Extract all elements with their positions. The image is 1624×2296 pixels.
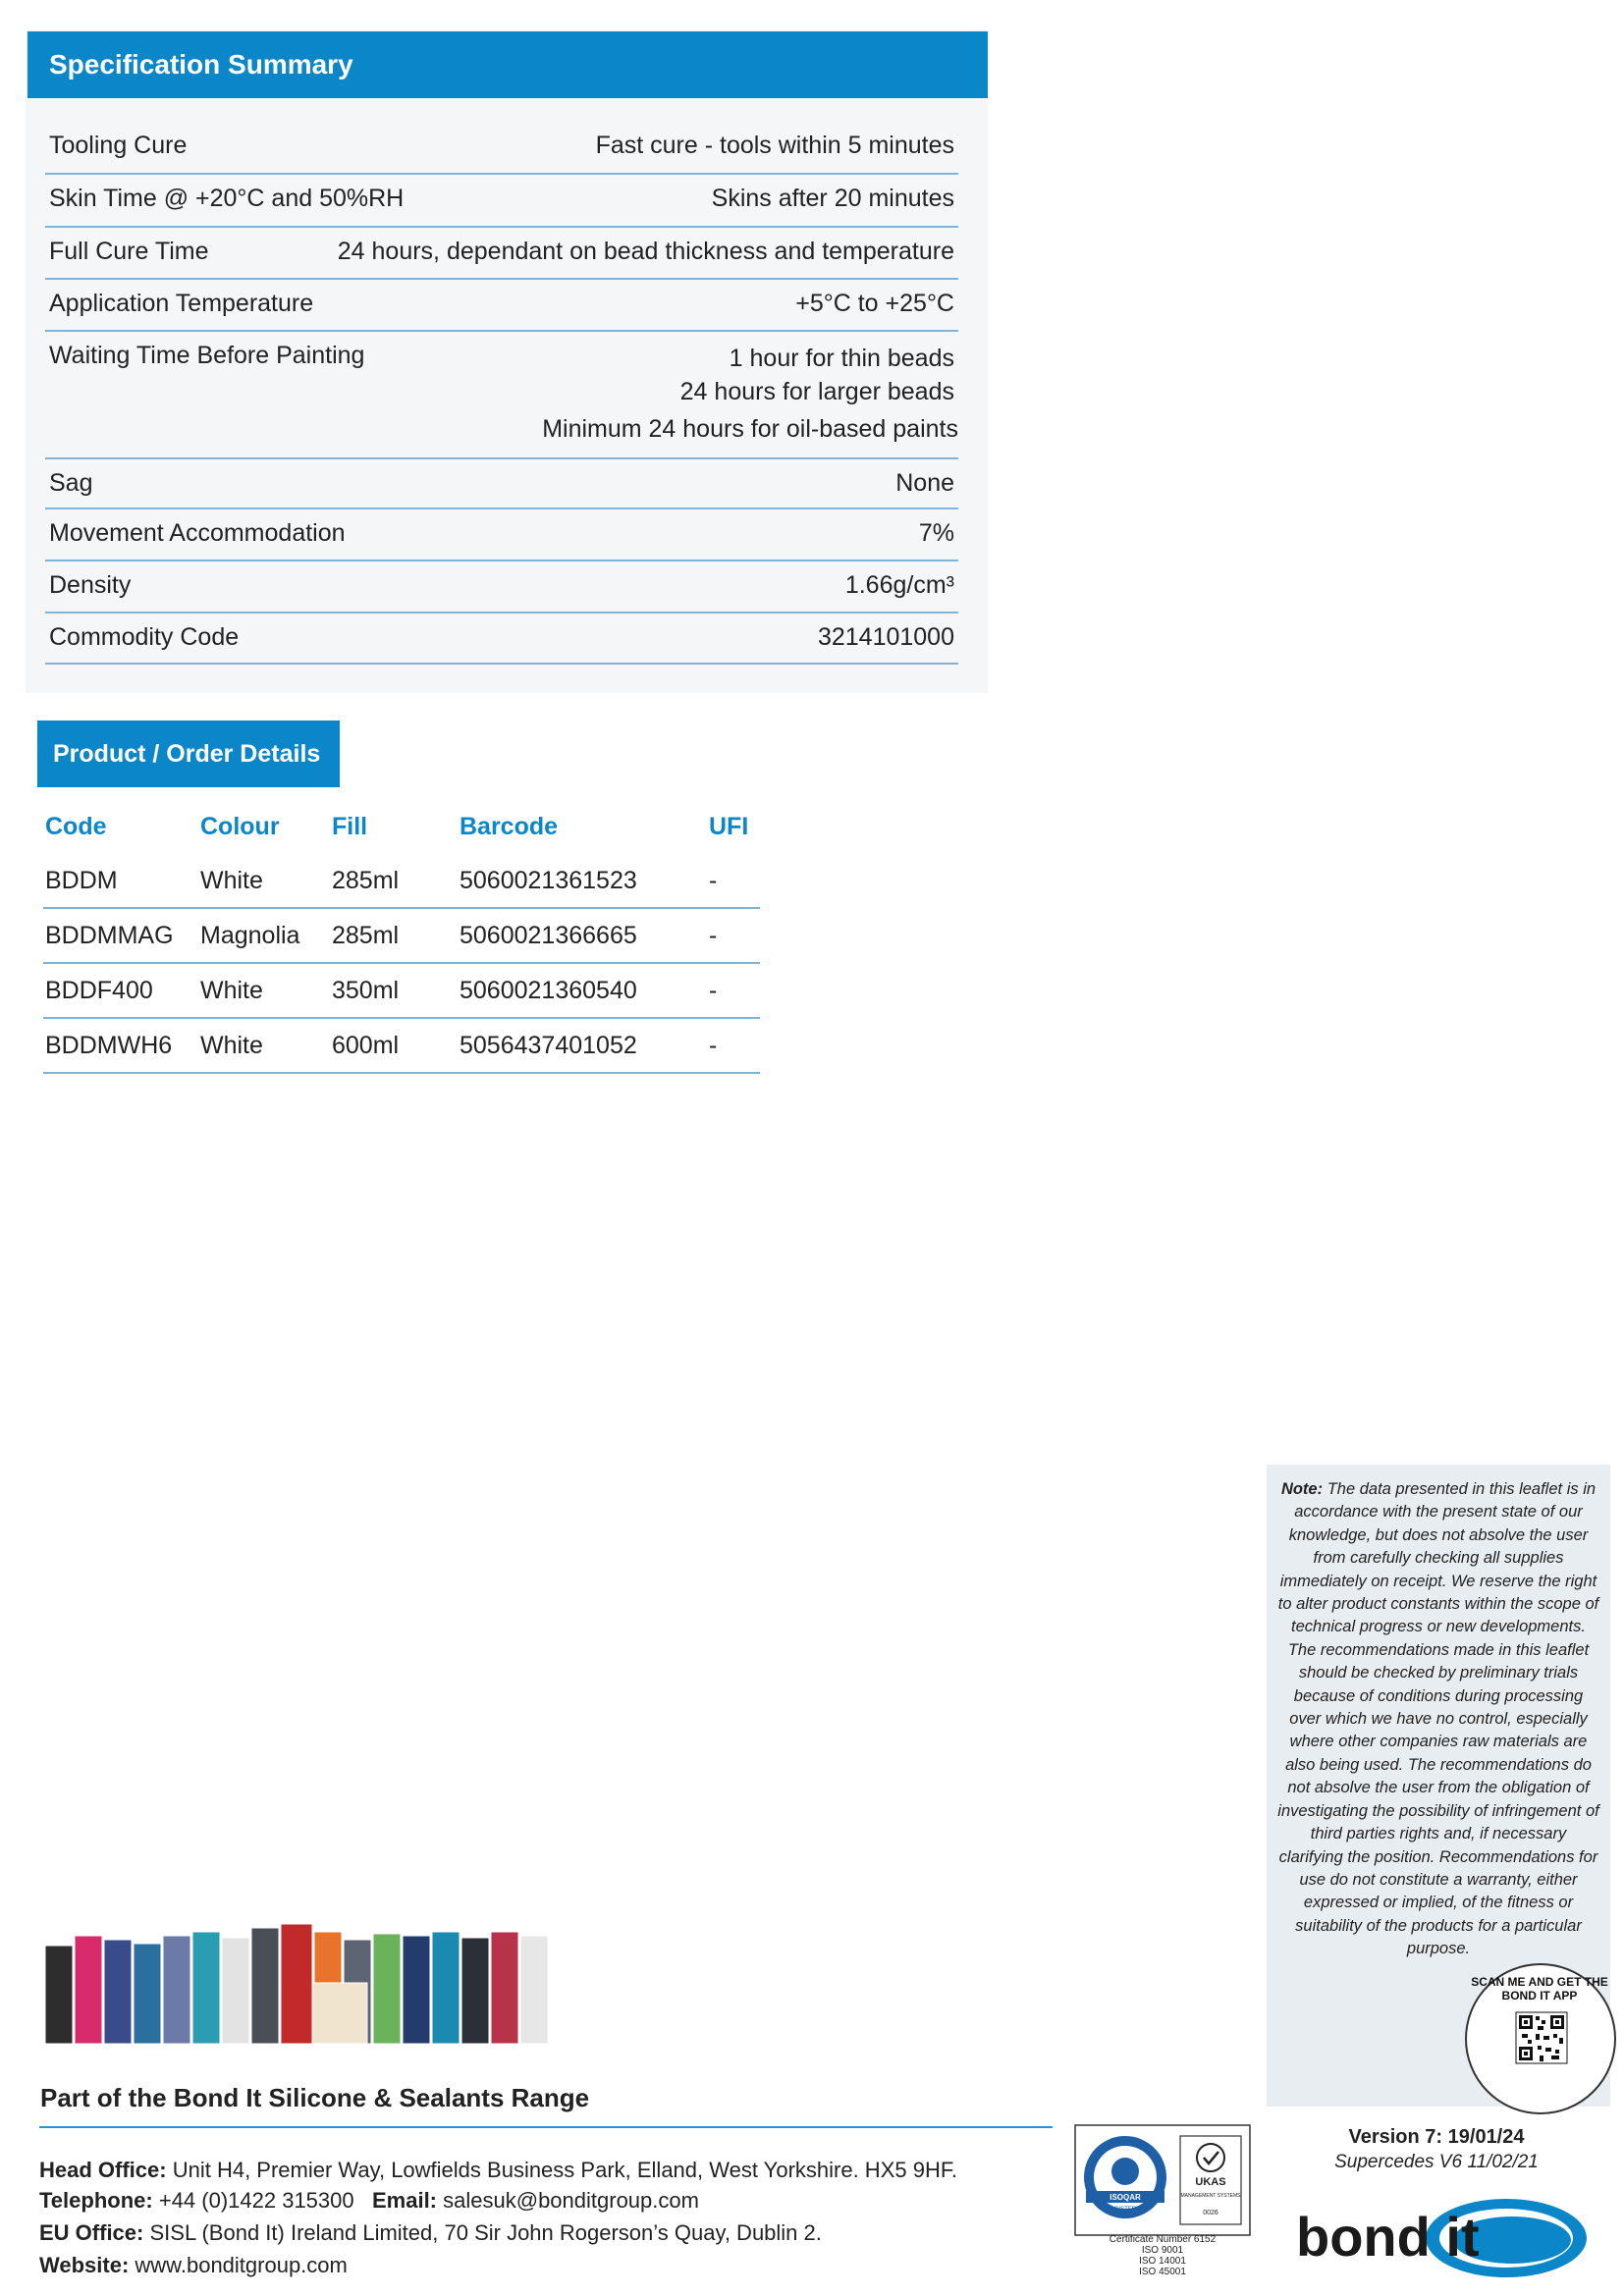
eu-office-address: SISL (Bond It) Ireland Limited, 70 Sir John Rogerson’s Quay, Dublin 2. — [149, 2220, 822, 2245]
fill-cell: 600ml — [330, 1018, 458, 1073]
spec-value: None — [895, 469, 954, 497]
code-cell: BDDMWH6 — [43, 1018, 198, 1073]
order-details-title: Product / Order Details — [37, 721, 340, 787]
spec-value: Fast cure - tools within 5 minutes — [595, 132, 954, 159]
spec-label: Application Temperature — [49, 290, 314, 317]
colour-cell: White — [198, 963, 330, 1018]
spec-label: Skin Time @ +20°C and 50%RH — [49, 185, 405, 212]
head-office-address: Unit H4, Premier Way, Lowfields Business Park, Elland, West Yorkshire. HX5 9HF. — [172, 2158, 957, 2182]
qr-caption: SCAN ME AND GET THE BOND IT APP — [1471, 1975, 1608, 2002]
table-row — [43, 963, 760, 1018]
table-row — [43, 1018, 760, 1073]
sealant-tubes-illustration — [37, 1914, 617, 2052]
barcode-cell: 5060021360540 — [458, 963, 707, 1018]
spec-row — [45, 459, 958, 509]
footer-divider — [39, 2126, 1053, 2128]
table-row — [43, 908, 760, 963]
column-header: Fill — [332, 812, 368, 840]
eu-office-line — [39, 2220, 822, 2246]
ufi-cell: - — [707, 908, 760, 963]
registered-label: REGISTERED — [1106, 2207, 1145, 2213]
phone-email-line — [39, 2188, 699, 2214]
version-label: Version 7: 19/01/24 — [1348, 2126, 1525, 2148]
ufi-cell: - — [707, 963, 760, 1018]
spec-value-line: Minimum 24 hours for oil-based paints — [542, 415, 958, 443]
brand-logo-icon — [1288, 2195, 1589, 2281]
order-header-row — [43, 799, 760, 854]
iso-ukas-badge — [1074, 2124, 1251, 2236]
eu-office-label: EU Office: — [39, 2220, 144, 2245]
column-header: UFI — [709, 812, 749, 840]
iso-9001: ISO 9001 — [1141, 2245, 1184, 2256]
certificate-details — [1074, 2234, 1251, 2277]
spec-row — [45, 561, 958, 614]
barcode-cell: 5060021366665 — [458, 908, 707, 963]
iso-45001: ISO 45001 — [1139, 2267, 1186, 2277]
spec-value — [542, 342, 958, 446]
code-cell: BDDMMAG — [43, 908, 198, 963]
spec-value: 24 hours, dependant on bead thickness and temperature — [337, 238, 954, 265]
website-line — [39, 2253, 348, 2278]
barcode-cell: 5060021361523 — [458, 854, 707, 908]
isoqar-label: ISOQAR — [1110, 2193, 1141, 2202]
disclaimer-body: The data presented in this leaflet is in accordance with the present state of our knowledge, but does not absolve the user from carefully checking all supplies immediately on receipt. We reserve the right to alter product constants within the scope of technical progress or new developments. The recommendations made in this leaflet should be checked by preliminary trials because of conditions during processing over which we have no control, especially where other companies raw materials are also being used. The recommendations do not absolve the user from the obligation of investigating the possibility of infringement of third parties rights and, if necessary clarifying the position. Recommendations for use do not constitute a warranty, either expressed or implied, of the fitness or suitability of the products for a particular purpose. — [1277, 1480, 1599, 1958]
brand-wordmark: bond it — [1296, 2206, 1480, 2268]
spec-label: Movement Accommodation — [49, 519, 346, 547]
colour-cell: White — [198, 854, 330, 908]
head-office-line — [39, 2158, 957, 2183]
code-cell: BDDM — [43, 854, 198, 908]
column-header: Barcode — [460, 812, 559, 840]
certificate-number: Certificate Number 6152 — [1109, 2234, 1217, 2245]
spec-row — [45, 509, 958, 561]
spec-value: 1.66g/cm³ — [844, 571, 954, 599]
column-header: Colour — [200, 812, 280, 840]
ukas-number: 0026 — [1203, 2210, 1218, 2216]
spec-value-line: 24 hours for larger beads — [679, 378, 954, 405]
spec-row — [45, 228, 958, 280]
spec-row — [45, 175, 958, 228]
head-office-label: Head Office: — [39, 2158, 167, 2182]
website-label: Website: — [39, 2253, 130, 2277]
spec-value: +5°C to +25°C — [795, 290, 954, 317]
email-link[interactable]: salesuk@bonditgroup.com — [443, 2188, 699, 2213]
supersedes-label: Supercedes V6 11/02/21 — [1334, 2152, 1539, 2172]
disclaimer-text — [1276, 1478, 1600, 1961]
fill-cell: 350ml — [330, 963, 458, 1018]
spec-value: 3214101000 — [817, 623, 954, 651]
bond-it-logo — [1288, 2195, 1589, 2281]
fill-cell: 285ml — [330, 854, 458, 908]
iso-14001: ISO 14001 — [1139, 2256, 1186, 2267]
spec-label: Sag — [49, 469, 93, 497]
code-cell: BDDF400 — [43, 963, 198, 1018]
barcode-cell: 5056437401052 — [458, 1018, 707, 1073]
spec-label: Density — [49, 571, 132, 599]
spec-row — [45, 122, 958, 175]
spec-row — [45, 614, 958, 665]
spec-row — [45, 280, 958, 332]
colour-cell: Magnolia — [198, 908, 330, 963]
ukas-sub-label: MANAGEMENT SYSTEMS — [1180, 2193, 1241, 2199]
ufi-cell: - — [707, 1018, 760, 1073]
spec-row — [45, 332, 958, 459]
range-title: Part of the Bond It Silicone & Sealants Range — [40, 2083, 590, 2112]
spec-label: Waiting Time Before Painting — [49, 342, 365, 369]
telephone-number[interactable]: +44 (0)1422 315300 — [158, 2188, 354, 2213]
column-header: Code — [45, 812, 107, 840]
spec-value-line: 1 hour for thin beads — [729, 345, 954, 372]
telephone-label: Telephone: — [39, 2188, 153, 2213]
spec-value: Skins after 20 minutes — [711, 185, 954, 212]
order-table — [43, 799, 760, 1074]
colour-cell: White — [198, 1018, 330, 1073]
spec-label: Commodity Code — [49, 623, 240, 651]
spec-label: Tooling Cure — [49, 132, 188, 159]
fill-cell: 285ml — [330, 908, 458, 963]
website-link[interactable]: www.bonditgroup.com — [135, 2253, 348, 2277]
spec-title: Specification Summary — [27, 31, 988, 98]
table-row — [43, 854, 760, 908]
spec-label: Full Cure Time — [49, 238, 209, 265]
ukas-label: UKAS — [1195, 2176, 1226, 2188]
product-range-image — [37, 1914, 617, 2052]
spec-value: 7% — [918, 519, 954, 547]
email-label: Email: — [371, 2188, 438, 2213]
ufi-cell: - — [707, 854, 760, 908]
disclaimer-lead: Note: — [1280, 1480, 1324, 1498]
